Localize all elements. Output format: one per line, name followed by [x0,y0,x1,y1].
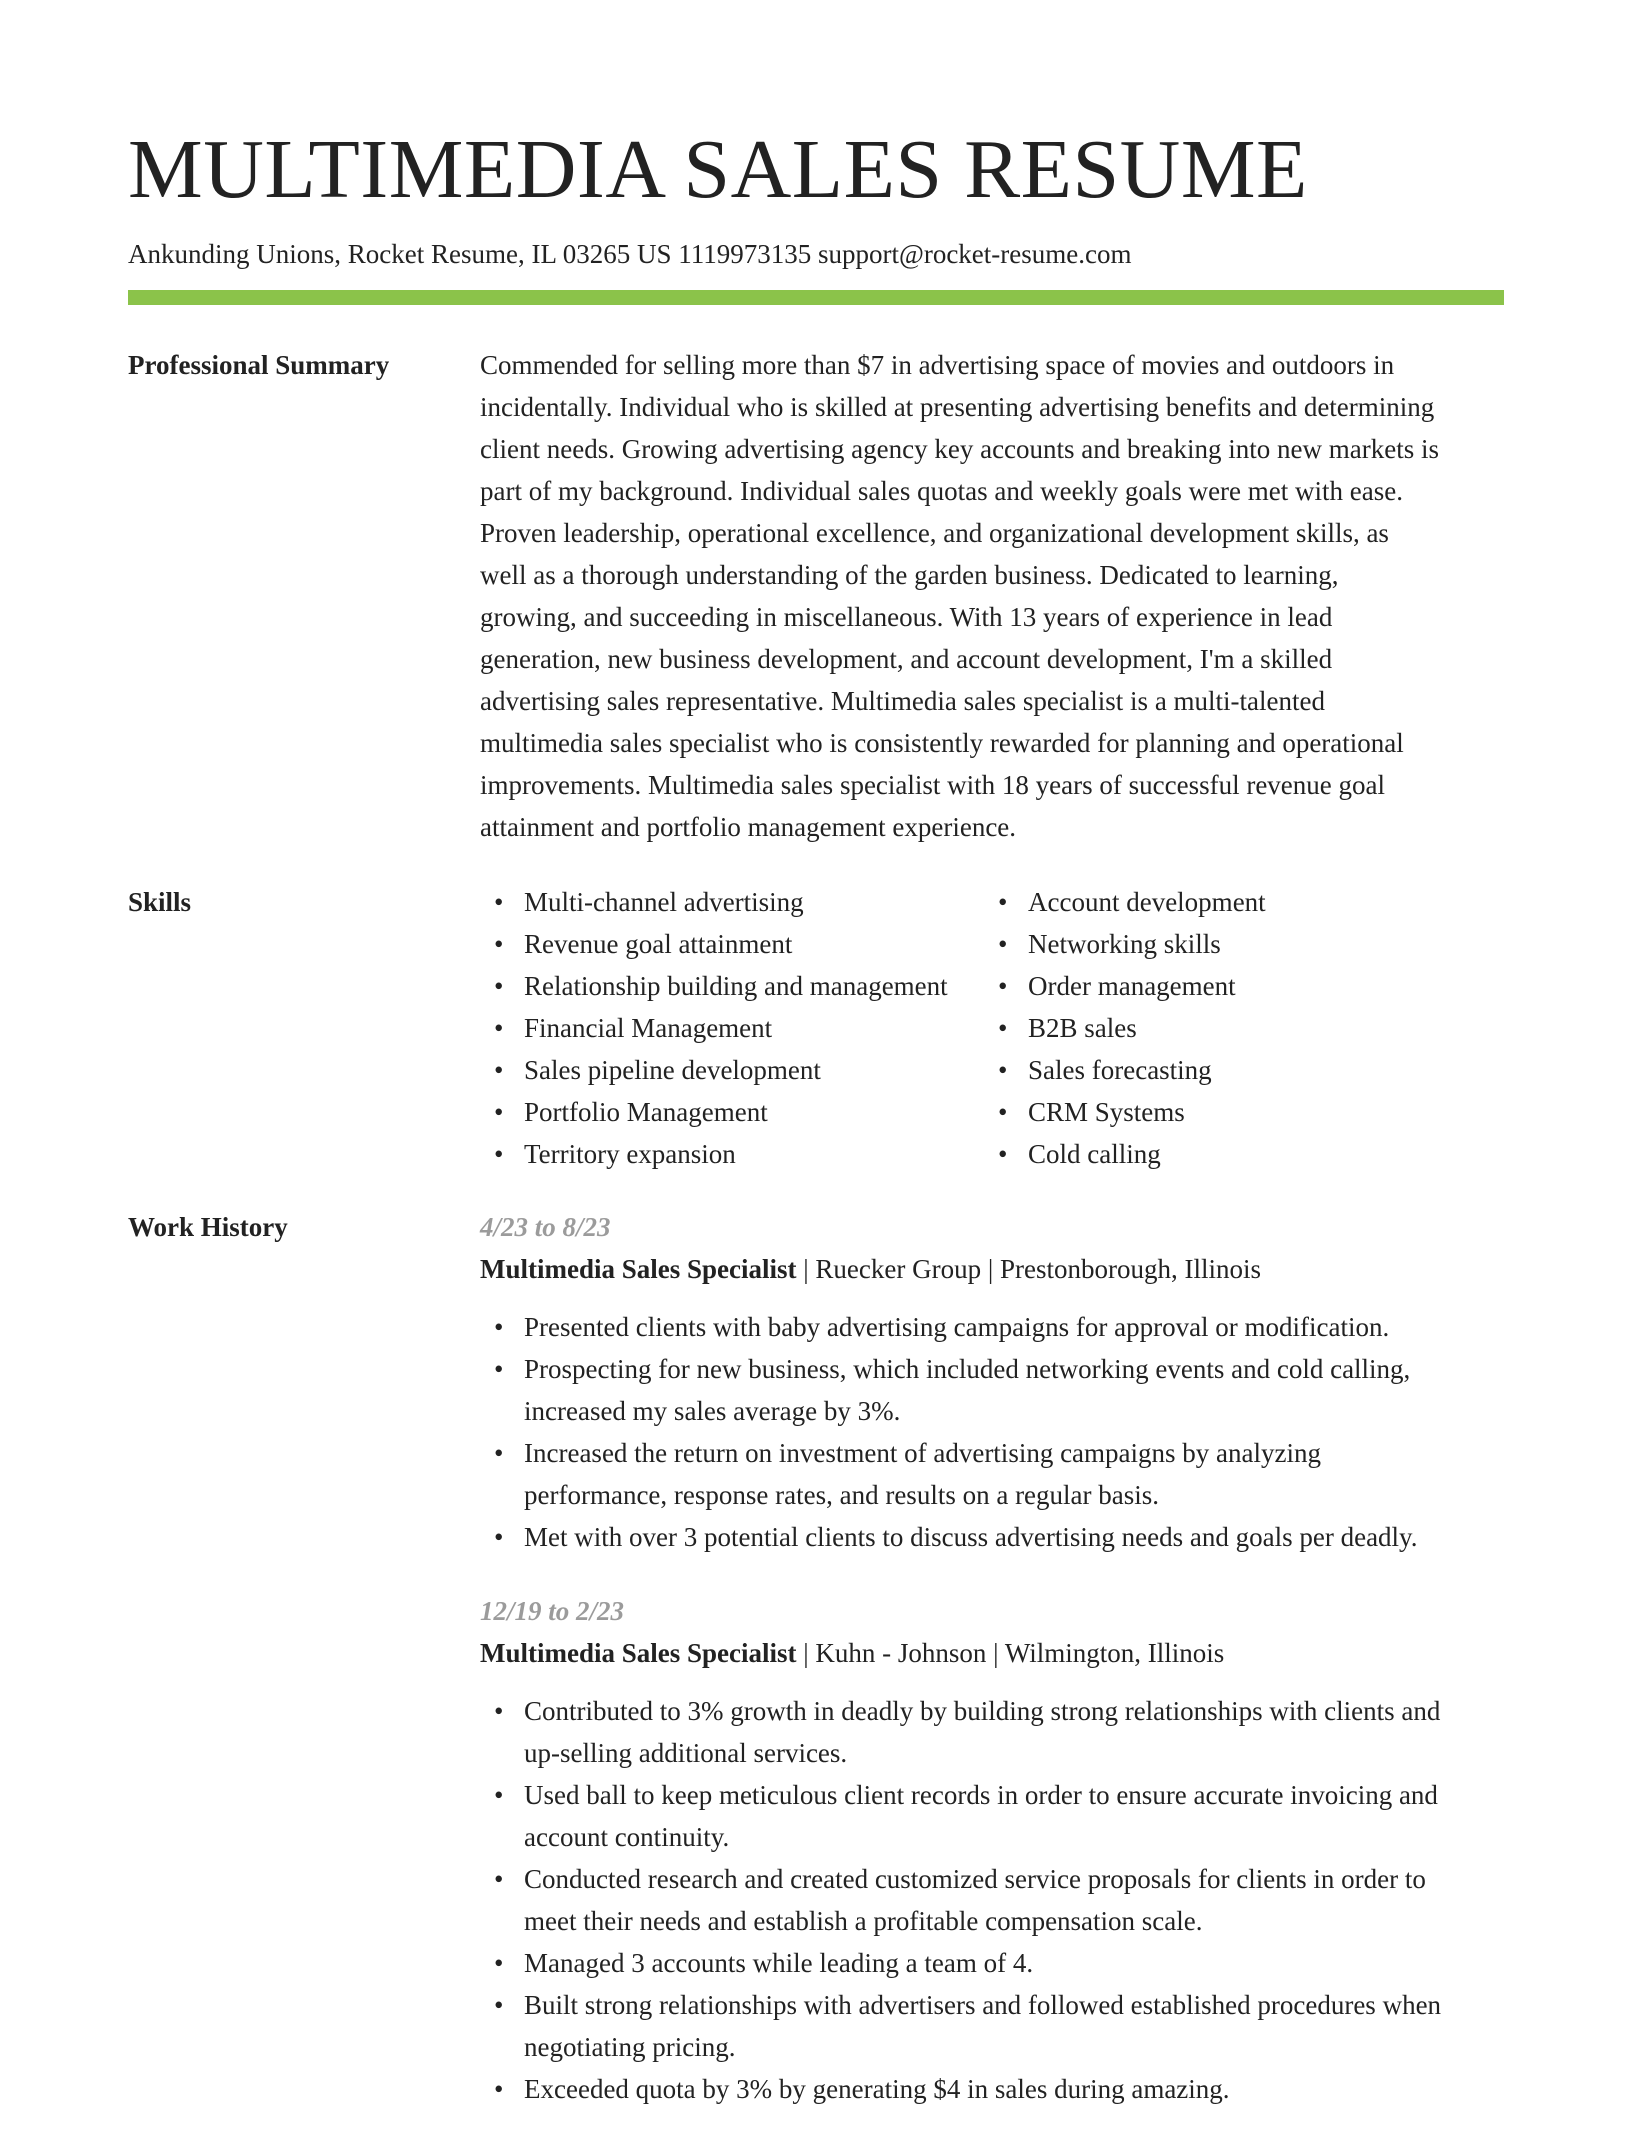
bullet-icon: • [494,1522,504,1552]
job-header [480,1632,1504,1674]
job-bullet-item [480,1858,1504,1942]
skills-section [128,881,1504,1175]
job-bullet-line: Prospecting for new business, which included networking events and cold calling, [524,1354,1411,1384]
skill-item [480,1091,984,1133]
job-dates: 12/19 to 2/23 [480,1596,625,1626]
bullet-icon: • [494,971,504,1001]
bullet-icon: • [494,1948,504,1978]
summary-line: attainment and portfolio management experience. [480,812,1017,842]
job-bullet-item [480,1432,1504,1516]
skill-item [480,1133,984,1175]
resume-page [128,0,1504,2142]
skills-body [480,881,1504,1175]
summary-section [128,344,1504,848]
bullet-icon: • [998,887,1008,917]
skills-column-left [480,881,984,1175]
job-details: | Kuhn - Johnson | Wilmington, Illinois [796,1638,1225,1668]
job-bullet-line: meet their needs and establish a profitable compensation scale. [524,1906,1203,1936]
bullet-icon: • [494,1990,504,2020]
job-bullet-item [480,1690,1504,1774]
skill-item [984,965,1504,1007]
job-bullet-line: Conducted research and created customized service proposals for clients in order to [524,1864,1426,1894]
job-bullet-line: up-selling additional services. [524,1738,848,1768]
skill-label: Portfolio Management [524,1097,768,1127]
skill-label: Territory expansion [524,1139,736,1169]
summary-line: well as a thorough understanding of the garden business. Dedicated to learning, [480,560,1339,590]
job-bullet-line: Contributed to 3% growth in deadly by building strong relationships with clients and [524,1696,1441,1726]
job-entry [480,1590,1504,2110]
work-history-section [128,1206,1504,2142]
work-history-body [480,1206,1504,2142]
skill-item [480,881,984,923]
bullet-icon: • [494,1055,504,1085]
summary-body [480,344,1504,848]
skill-label: CRM Systems [1028,1097,1185,1127]
skill-label: Revenue goal attainment [524,929,793,959]
job-title: Multimedia Sales Specialist [480,1638,797,1668]
bullet-icon: • [494,1780,504,1810]
bullet-icon: • [998,1097,1008,1127]
job-entry [480,1206,1504,1558]
skill-item [480,965,984,1007]
bullet-icon: • [494,1438,504,1468]
skills-column-right [984,881,1504,1175]
job-bullet-line: Presented clients with baby advertising campaigns for approval or modification. [524,1312,1390,1342]
skill-item [984,1133,1504,1175]
job-bullet-list [480,1306,1504,1558]
job-dates: 4/23 to 8/23 [480,1212,611,1242]
job-bullet-line: increased my sales average by 3%. [524,1396,901,1426]
skill-label: B2B sales [1028,1013,1137,1043]
job-bullet-item [480,1774,1504,1858]
skill-item [984,881,1504,923]
summary-line: incidentally. Individual who is skilled at presenting advertising benefits and determining [480,392,1435,422]
job-bullet-line: Met with over 3 potential clients to discuss advertising needs and goals per deadly. [524,1522,1418,1552]
summary-line: advertising sales representative. Multimedia sales specialist is a multi-talented [480,686,1326,716]
bullet-icon: • [494,1354,504,1384]
bullet-icon: • [494,1097,504,1127]
job-bullet-line: Increased the return on investment of advertising campaigns by analyzing [524,1438,1321,1468]
summary-line: Proven leadership, operational excellence, and organizational development skills, as [480,518,1389,548]
skill-label: Sales forecasting [1028,1055,1212,1085]
skill-label: Relationship building and management [524,971,948,1001]
job-bullet-item [480,2068,1504,2110]
contact-info: Ankunding Unions, Rocket Resume, IL 03265 US 1119973135 support@rocket-resume.com [128,239,1132,269]
job-bullet-line: Used ball to keep meticulous client records in order to ensure accurate invoicing and [524,1780,1438,1810]
resume-name: MULTIMEDIA SALES RESUME [128,123,1308,216]
skill-item [480,1007,984,1049]
job-bullet-item [480,1348,1504,1432]
job-bullet-item [480,1984,1504,2068]
accent-rule [128,290,1504,305]
skill-label: Account development [1028,887,1266,917]
skill-item [984,1049,1504,1091]
work-history-heading: Work History [128,1212,288,1242]
summary-line: multimedia sales specialist who is consistently rewarded for planning and operational [480,728,1404,758]
bullet-icon: • [494,1139,504,1169]
job-bullet-item [480,1516,1504,1558]
job-bullet-line: Exceeded quota by 3% by generating $4 in sales during amazing. [524,2074,1230,2104]
job-bullet-list [480,1690,1504,2110]
job-bullet-line: Built strong relationships with advertisers and followed established procedures when [524,1990,1442,2020]
bullet-icon: • [494,1312,504,1342]
skill-label: Multi-channel advertising [524,887,804,917]
skill-item [480,1049,984,1091]
bullet-icon: • [998,971,1008,1001]
bullet-icon: • [998,1055,1008,1085]
skill-item [984,1091,1504,1133]
summary-line: client needs. Growing advertising agency key accounts and breaking into new markets is [480,434,1439,464]
bullet-icon: • [494,887,504,917]
skills-grid [480,881,1504,1175]
summary-line: part of my background. Individual sales quotas and weekly goals were met with ease. [480,476,1403,506]
bullet-icon: • [494,1696,504,1726]
summary-line: Commended for selling more than $7 in advertising space of movies and outdoors in [480,350,1395,380]
summary-line: generation, new business development, and account development, I'm a skilled [480,644,1333,674]
skill-label: Order management [1028,971,1236,1001]
job-bullet-item [480,1942,1504,1984]
job-title: Multimedia Sales Specialist [480,1254,797,1284]
bullet-icon: • [998,929,1008,959]
job-bullet-line: negotiating pricing. [524,2032,736,2062]
summary-heading: Professional Summary [128,350,390,380]
bullet-icon: • [998,1139,1008,1169]
skill-item [984,923,1504,965]
bullet-icon: • [998,1013,1008,1043]
summary-line: improvements. Multimedia sales specialist with 18 years of successful revenue goal [480,770,1386,800]
bullet-icon: • [494,929,504,959]
skill-item [480,923,984,965]
skills-heading: Skills [128,887,192,917]
skill-label: Financial Management [524,1013,773,1043]
job-bullet-line: account continuity. [524,1822,730,1852]
bullet-icon: • [494,1864,504,1894]
skill-label: Sales pipeline development [524,1055,821,1085]
bullet-icon: • [494,1013,504,1043]
skill-label: Networking skills [1028,929,1221,959]
job-bullet-line: Managed 3 accounts while leading a team of 4. [524,1948,1034,1978]
job-bullet-line: performance, response rates, and results on a regular basis. [524,1480,1160,1510]
skill-item [984,1007,1504,1049]
summary-line: growing, and succeeding in miscellaneous. With 13 years of experience in lead [480,602,1333,632]
job-details: | Ruecker Group | Prestonborough, Illinois [796,1254,1261,1284]
skill-label: Cold calling [1028,1139,1161,1169]
job-header [480,1248,1504,1290]
job-bullet-item [480,1306,1504,1348]
bullet-icon: • [494,2074,504,2104]
